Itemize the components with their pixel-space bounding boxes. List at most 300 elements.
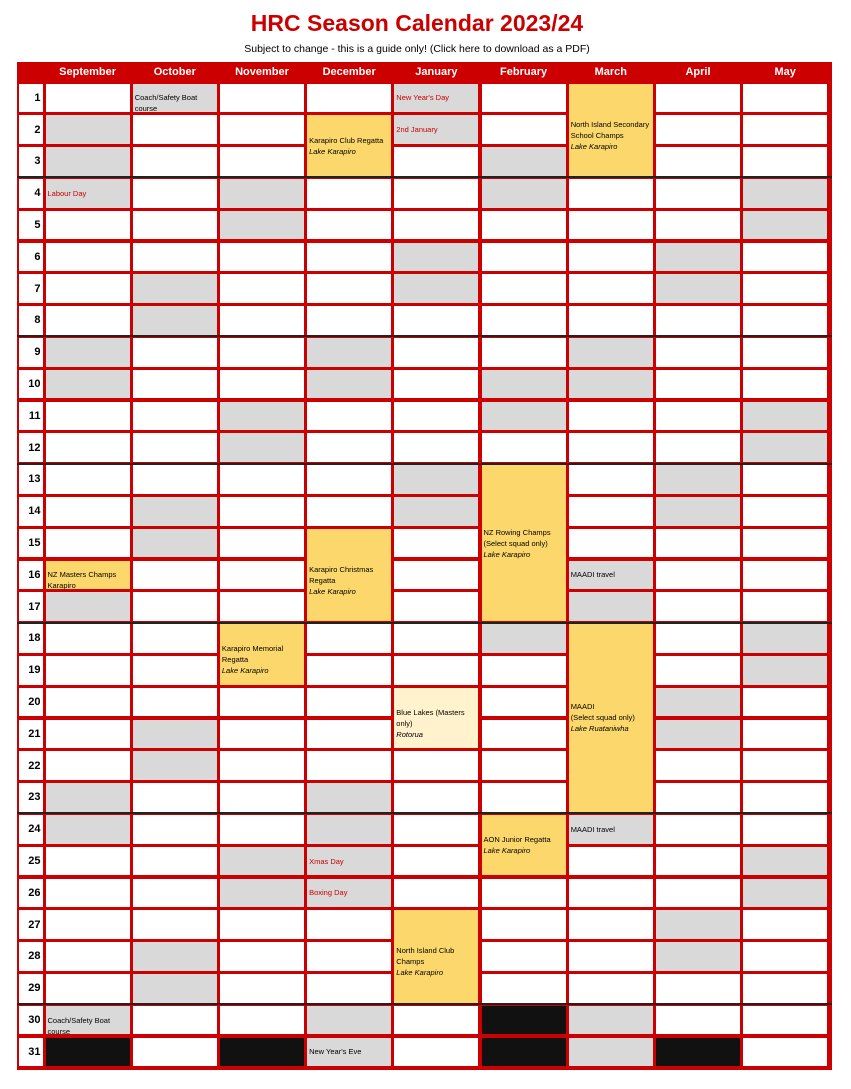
day-cell	[656, 179, 740, 208]
weekend-day-cell	[743, 402, 827, 431]
event-label	[309, 856, 389, 867]
day-cell	[394, 211, 478, 240]
day-cell	[46, 402, 130, 431]
event-title: (Select squad only)	[570, 713, 635, 723]
day-cell	[482, 306, 566, 335]
month-header-february: February	[500, 66, 548, 78]
day-cell	[656, 561, 740, 590]
day-cell	[656, 84, 740, 113]
day-cell	[743, 688, 827, 717]
day-cell	[482, 211, 566, 240]
weekend-day-cell	[394, 465, 478, 494]
day-cell	[133, 211, 217, 240]
day-cell	[482, 433, 566, 462]
day-cell	[569, 179, 653, 208]
day-cell	[656, 306, 740, 335]
event-title: Blue Lakes (Masters only)	[396, 707, 465, 728]
event-title: NZ Masters Champs Karapiro	[47, 570, 117, 591]
day-cell	[220, 783, 304, 812]
event-cell-labour-day	[46, 179, 130, 208]
day-cell	[46, 751, 130, 780]
day-cell	[569, 974, 653, 1003]
weekend-day-cell	[307, 1006, 391, 1035]
day-cell	[394, 751, 478, 780]
event-cell-new-year-s-eve	[307, 1038, 391, 1067]
event-label	[571, 569, 651, 580]
day-cell	[569, 433, 653, 462]
day-cell	[743, 592, 827, 621]
day-cell	[46, 974, 130, 1003]
weekend-day-cell	[394, 497, 478, 526]
weekend-day-cell	[656, 274, 740, 303]
day-cell	[394, 815, 478, 844]
event-cell-2nd-january	[394, 115, 478, 144]
weekend-day-cell	[569, 1038, 653, 1067]
day-cell	[133, 847, 217, 876]
day-cell	[394, 433, 478, 462]
day-cell	[743, 115, 827, 144]
week-divider	[17, 622, 832, 624]
event-label	[48, 569, 128, 591]
event-title: North Island Secondary School Champs	[570, 119, 650, 140]
day-cell	[656, 402, 740, 431]
weekend-day-cell	[220, 879, 304, 908]
day-cell	[133, 370, 217, 399]
day-cell	[394, 338, 478, 367]
weekend-day-cell	[220, 211, 304, 240]
event-title: Coach/Safety Boat course	[47, 1015, 111, 1036]
day-cell	[394, 402, 478, 431]
day-number: 14	[19, 497, 43, 526]
day-cell	[307, 656, 391, 685]
invalid-day-cell	[482, 1006, 566, 1035]
day-number: 23	[19, 783, 43, 812]
day-cell	[482, 243, 566, 272]
weekend-day-cell	[133, 720, 217, 749]
day-cell	[394, 879, 478, 908]
event-location: Lake Karapiro	[221, 666, 269, 676]
event-title: Coach/Safety Boat course	[134, 93, 198, 114]
day-cell	[656, 624, 740, 653]
event-cell-north-island-club-champs	[394, 910, 478, 1002]
day-number: 15	[19, 529, 43, 558]
event-title: (Select squad only)	[483, 538, 548, 548]
day-cell	[307, 402, 391, 431]
day-cell	[220, 465, 304, 494]
weekend-day-cell	[307, 338, 391, 367]
weekend-day-cell	[220, 179, 304, 208]
day-cell	[743, 147, 827, 176]
month-header-may: May	[774, 66, 796, 78]
day-cell	[46, 433, 130, 462]
day-number: 12	[19, 433, 43, 462]
weekend-day-cell	[133, 942, 217, 971]
event-label	[309, 135, 389, 157]
day-cell	[743, 274, 827, 303]
day-cell	[743, 910, 827, 939]
weekend-day-cell	[307, 783, 391, 812]
day-number: 2	[19, 115, 43, 144]
event-title: New Year's Day	[396, 93, 450, 103]
day-cell	[656, 1006, 740, 1035]
day-number: 25	[19, 847, 43, 876]
event-title: Karapiro Club Regatta	[309, 135, 384, 145]
month-header-april: April	[685, 66, 711, 78]
day-cell	[482, 974, 566, 1003]
day-cell	[133, 910, 217, 939]
week-divider	[17, 176, 832, 178]
day-cell	[743, 306, 827, 335]
day-cell	[656, 115, 740, 144]
weekend-day-cell	[46, 783, 130, 812]
day-cell	[220, 147, 304, 176]
day-cell	[220, 274, 304, 303]
weekend-day-cell	[307, 370, 391, 399]
day-cell	[482, 84, 566, 113]
day-cell	[46, 847, 130, 876]
day-cell	[133, 1038, 217, 1067]
event-cell-coach-safety-boat-course	[133, 84, 217, 113]
day-cell	[46, 656, 130, 685]
event-label	[396, 707, 476, 740]
event-label	[571, 701, 651, 734]
day-cell	[46, 942, 130, 971]
event-title: NZ Rowing Champs	[483, 527, 551, 537]
event-cell-blue-lakes-masters-only	[394, 688, 478, 749]
day-cell	[656, 211, 740, 240]
invalid-day-cell	[46, 1038, 130, 1067]
day-number: 5	[19, 211, 43, 240]
day-cell	[569, 306, 653, 335]
day-number: 26	[19, 879, 43, 908]
event-title: Boxing Day	[309, 888, 348, 898]
day-number: 9	[19, 338, 43, 367]
day-cell	[220, 720, 304, 749]
weekend-day-cell	[656, 497, 740, 526]
day-number: 16	[19, 561, 43, 590]
event-label	[484, 834, 564, 856]
day-cell	[307, 465, 391, 494]
day-cell	[394, 1038, 478, 1067]
event-location: Rotorua	[396, 729, 423, 739]
event-cell-karapiro-memorial-regatta	[220, 624, 304, 685]
day-cell	[569, 497, 653, 526]
day-cell	[307, 274, 391, 303]
event-title: Xmas Day	[309, 856, 344, 866]
day-cell	[569, 910, 653, 939]
event-title: Karapiro Memorial Regatta	[221, 644, 284, 665]
weekend-day-cell	[307, 815, 391, 844]
week-divider	[17, 1003, 832, 1005]
weekend-day-cell	[133, 751, 217, 780]
weekend-day-cell	[46, 370, 130, 399]
day-cell	[482, 942, 566, 971]
day-cell	[220, 84, 304, 113]
day-cell	[743, 720, 827, 749]
day-cell	[743, 529, 827, 558]
weekend-day-cell	[220, 402, 304, 431]
day-cell	[46, 465, 130, 494]
weekend-day-cell	[743, 656, 827, 685]
event-label	[309, 564, 389, 597]
weekend-day-cell	[133, 306, 217, 335]
weekend-day-cell	[133, 529, 217, 558]
weekend-day-cell	[482, 179, 566, 208]
day-cell	[569, 942, 653, 971]
day-cell	[133, 815, 217, 844]
weekend-day-cell	[133, 274, 217, 303]
day-cell	[133, 561, 217, 590]
weekend-day-cell	[743, 847, 827, 876]
invalid-day-cell	[656, 1038, 740, 1067]
event-location: Lake Ruataniwha	[570, 724, 629, 734]
event-title: Labour Day	[47, 188, 87, 198]
weekend-day-cell	[46, 592, 130, 621]
day-cell	[743, 751, 827, 780]
day-cell	[482, 338, 566, 367]
day-cell	[133, 433, 217, 462]
download-pdf-link[interactable]: Subject to change - this is a guide only! (Click here to download as a PDF)	[244, 43, 590, 55]
event-label	[48, 188, 128, 199]
day-cell	[307, 179, 391, 208]
event-cell-nz-rowing-champs	[482, 465, 566, 621]
day-number: 3	[19, 147, 43, 176]
day-cell	[743, 561, 827, 590]
day-cell	[743, 1006, 827, 1035]
day-cell	[656, 147, 740, 176]
day-cell	[307, 433, 391, 462]
day-cell	[656, 974, 740, 1003]
weekend-day-cell	[656, 688, 740, 717]
day-number: 19	[19, 656, 43, 685]
day-cell	[133, 179, 217, 208]
day-cell	[46, 720, 130, 749]
day-cell	[569, 243, 653, 272]
event-title: North Island Club Champs	[396, 946, 455, 967]
day-cell	[394, 147, 478, 176]
day-cell	[482, 688, 566, 717]
day-cell	[220, 497, 304, 526]
day-cell	[133, 147, 217, 176]
day-number: 4	[19, 179, 43, 208]
day-cell	[220, 688, 304, 717]
weekend-day-cell	[482, 370, 566, 399]
event-title: MAADI travel	[570, 824, 615, 834]
weekend-day-cell	[743, 624, 827, 653]
day-cell	[220, 1006, 304, 1035]
day-cell	[220, 910, 304, 939]
day-cell	[394, 624, 478, 653]
day-number: 7	[19, 274, 43, 303]
day-cell	[220, 243, 304, 272]
day-cell	[656, 783, 740, 812]
day-cell	[307, 974, 391, 1003]
week-divider	[17, 335, 832, 337]
day-number: 21	[19, 720, 43, 749]
event-cell-new-year-s-day	[394, 84, 478, 113]
event-label	[571, 824, 651, 835]
weekend-day-cell	[133, 974, 217, 1003]
weekend-day-cell	[482, 147, 566, 176]
day-cell	[482, 879, 566, 908]
event-label	[484, 527, 564, 560]
day-cell	[46, 84, 130, 113]
day-cell	[307, 243, 391, 272]
weekend-day-cell	[656, 942, 740, 971]
weekend-day-cell	[743, 179, 827, 208]
month-header-october: October	[153, 66, 196, 78]
month-header-march: March	[594, 66, 627, 78]
day-cell	[482, 910, 566, 939]
weekend-day-cell	[569, 338, 653, 367]
day-cell	[307, 211, 391, 240]
day-cell	[569, 274, 653, 303]
day-cell	[133, 243, 217, 272]
day-cell	[569, 847, 653, 876]
day-cell	[743, 338, 827, 367]
event-label	[222, 643, 302, 676]
day-cell	[220, 306, 304, 335]
day-cell	[656, 338, 740, 367]
event-title: 2nd January	[396, 125, 438, 135]
day-number: 13	[19, 465, 43, 494]
weekend-day-cell	[220, 847, 304, 876]
day-cell	[656, 751, 740, 780]
day-cell	[743, 370, 827, 399]
event-cell-karapiro-club-regatta	[307, 115, 391, 176]
day-cell	[394, 370, 478, 399]
day-cell	[133, 465, 217, 494]
day-cell	[46, 529, 130, 558]
day-number: 11	[19, 402, 43, 431]
day-cell	[482, 115, 566, 144]
day-cell	[394, 847, 478, 876]
event-title: Karapiro Christmas Regatta	[309, 564, 374, 585]
day-cell	[482, 656, 566, 685]
event-cell-boxing-day	[307, 879, 391, 908]
day-cell	[46, 497, 130, 526]
weekend-day-cell	[46, 115, 130, 144]
day-cell	[394, 1006, 478, 1035]
day-cell	[743, 942, 827, 971]
event-cell-karapiro-christmas-regatta	[307, 529, 391, 621]
weekend-day-cell	[482, 402, 566, 431]
month-header-january: January	[415, 66, 458, 78]
day-cell	[394, 656, 478, 685]
day-cell	[220, 974, 304, 1003]
event-location: Lake Karapiro	[309, 146, 356, 156]
day-cell	[46, 624, 130, 653]
event-label	[396, 124, 476, 135]
event-cell-maadi-travel	[569, 815, 653, 844]
day-cell	[743, 974, 827, 1003]
event-label	[396, 945, 476, 978]
day-cell	[307, 720, 391, 749]
event-location: Lake Karapiro	[309, 586, 356, 596]
day-cell	[743, 84, 827, 113]
weekend-day-cell	[569, 370, 653, 399]
day-cell	[482, 783, 566, 812]
weekend-day-cell	[656, 243, 740, 272]
event-location: Lake Karapiro	[483, 549, 531, 559]
invalid-day-cell	[220, 1038, 304, 1067]
week-divider	[17, 463, 832, 465]
day-cell	[482, 720, 566, 749]
day-number: 1	[19, 84, 43, 113]
day-cell	[46, 688, 130, 717]
day-cell	[133, 338, 217, 367]
day-number: 17	[19, 592, 43, 621]
weekend-day-cell	[394, 274, 478, 303]
event-label	[571, 119, 651, 152]
day-cell	[46, 274, 130, 303]
day-cell	[220, 815, 304, 844]
event-cell-coach-safety-boat-course	[46, 1006, 130, 1035]
day-cell	[307, 497, 391, 526]
day-cell	[220, 561, 304, 590]
day-cell	[569, 879, 653, 908]
day-cell	[220, 338, 304, 367]
day-cell	[307, 688, 391, 717]
weekend-day-cell	[482, 624, 566, 653]
day-cell	[743, 1038, 827, 1067]
day-cell	[394, 561, 478, 590]
weekend-day-cell	[569, 592, 653, 621]
day-cell	[133, 402, 217, 431]
weekend-day-cell	[46, 147, 130, 176]
weekend-day-cell	[46, 338, 130, 367]
day-cell	[133, 688, 217, 717]
event-location: Lake Karapiro	[396, 968, 443, 978]
day-cell	[656, 370, 740, 399]
weekend-day-cell	[394, 243, 478, 272]
weekend-day-cell	[656, 465, 740, 494]
day-cell	[482, 751, 566, 780]
weekend-day-cell	[46, 815, 130, 844]
day-cell	[220, 115, 304, 144]
weekend-day-cell	[656, 720, 740, 749]
event-location: Lake Karapiro	[483, 846, 531, 856]
day-cell	[220, 592, 304, 621]
day-number: 18	[19, 624, 43, 653]
event-title: New Year's Eve	[309, 1047, 362, 1057]
event-cell-aon-junior-regatta	[482, 815, 566, 876]
day-number: 27	[19, 910, 43, 939]
day-cell	[220, 370, 304, 399]
day-cell	[46, 243, 130, 272]
day-cell	[133, 624, 217, 653]
event-cell-north-island-secondary-school-champs	[569, 84, 653, 176]
day-cell	[46, 879, 130, 908]
day-cell	[394, 529, 478, 558]
day-cell	[656, 433, 740, 462]
month-header-september: September	[59, 66, 117, 78]
weekend-day-cell	[743, 211, 827, 240]
day-cell	[46, 306, 130, 335]
day-cell	[220, 751, 304, 780]
day-cell	[569, 465, 653, 494]
day-number: 24	[19, 815, 43, 844]
day-cell	[133, 1006, 217, 1035]
day-cell	[569, 211, 653, 240]
day-cell	[220, 529, 304, 558]
day-cell	[133, 656, 217, 685]
day-cell	[743, 243, 827, 272]
weekend-day-cell	[656, 910, 740, 939]
day-cell	[46, 910, 130, 939]
day-number: 30	[19, 1006, 43, 1035]
weekend-day-cell	[569, 1006, 653, 1035]
